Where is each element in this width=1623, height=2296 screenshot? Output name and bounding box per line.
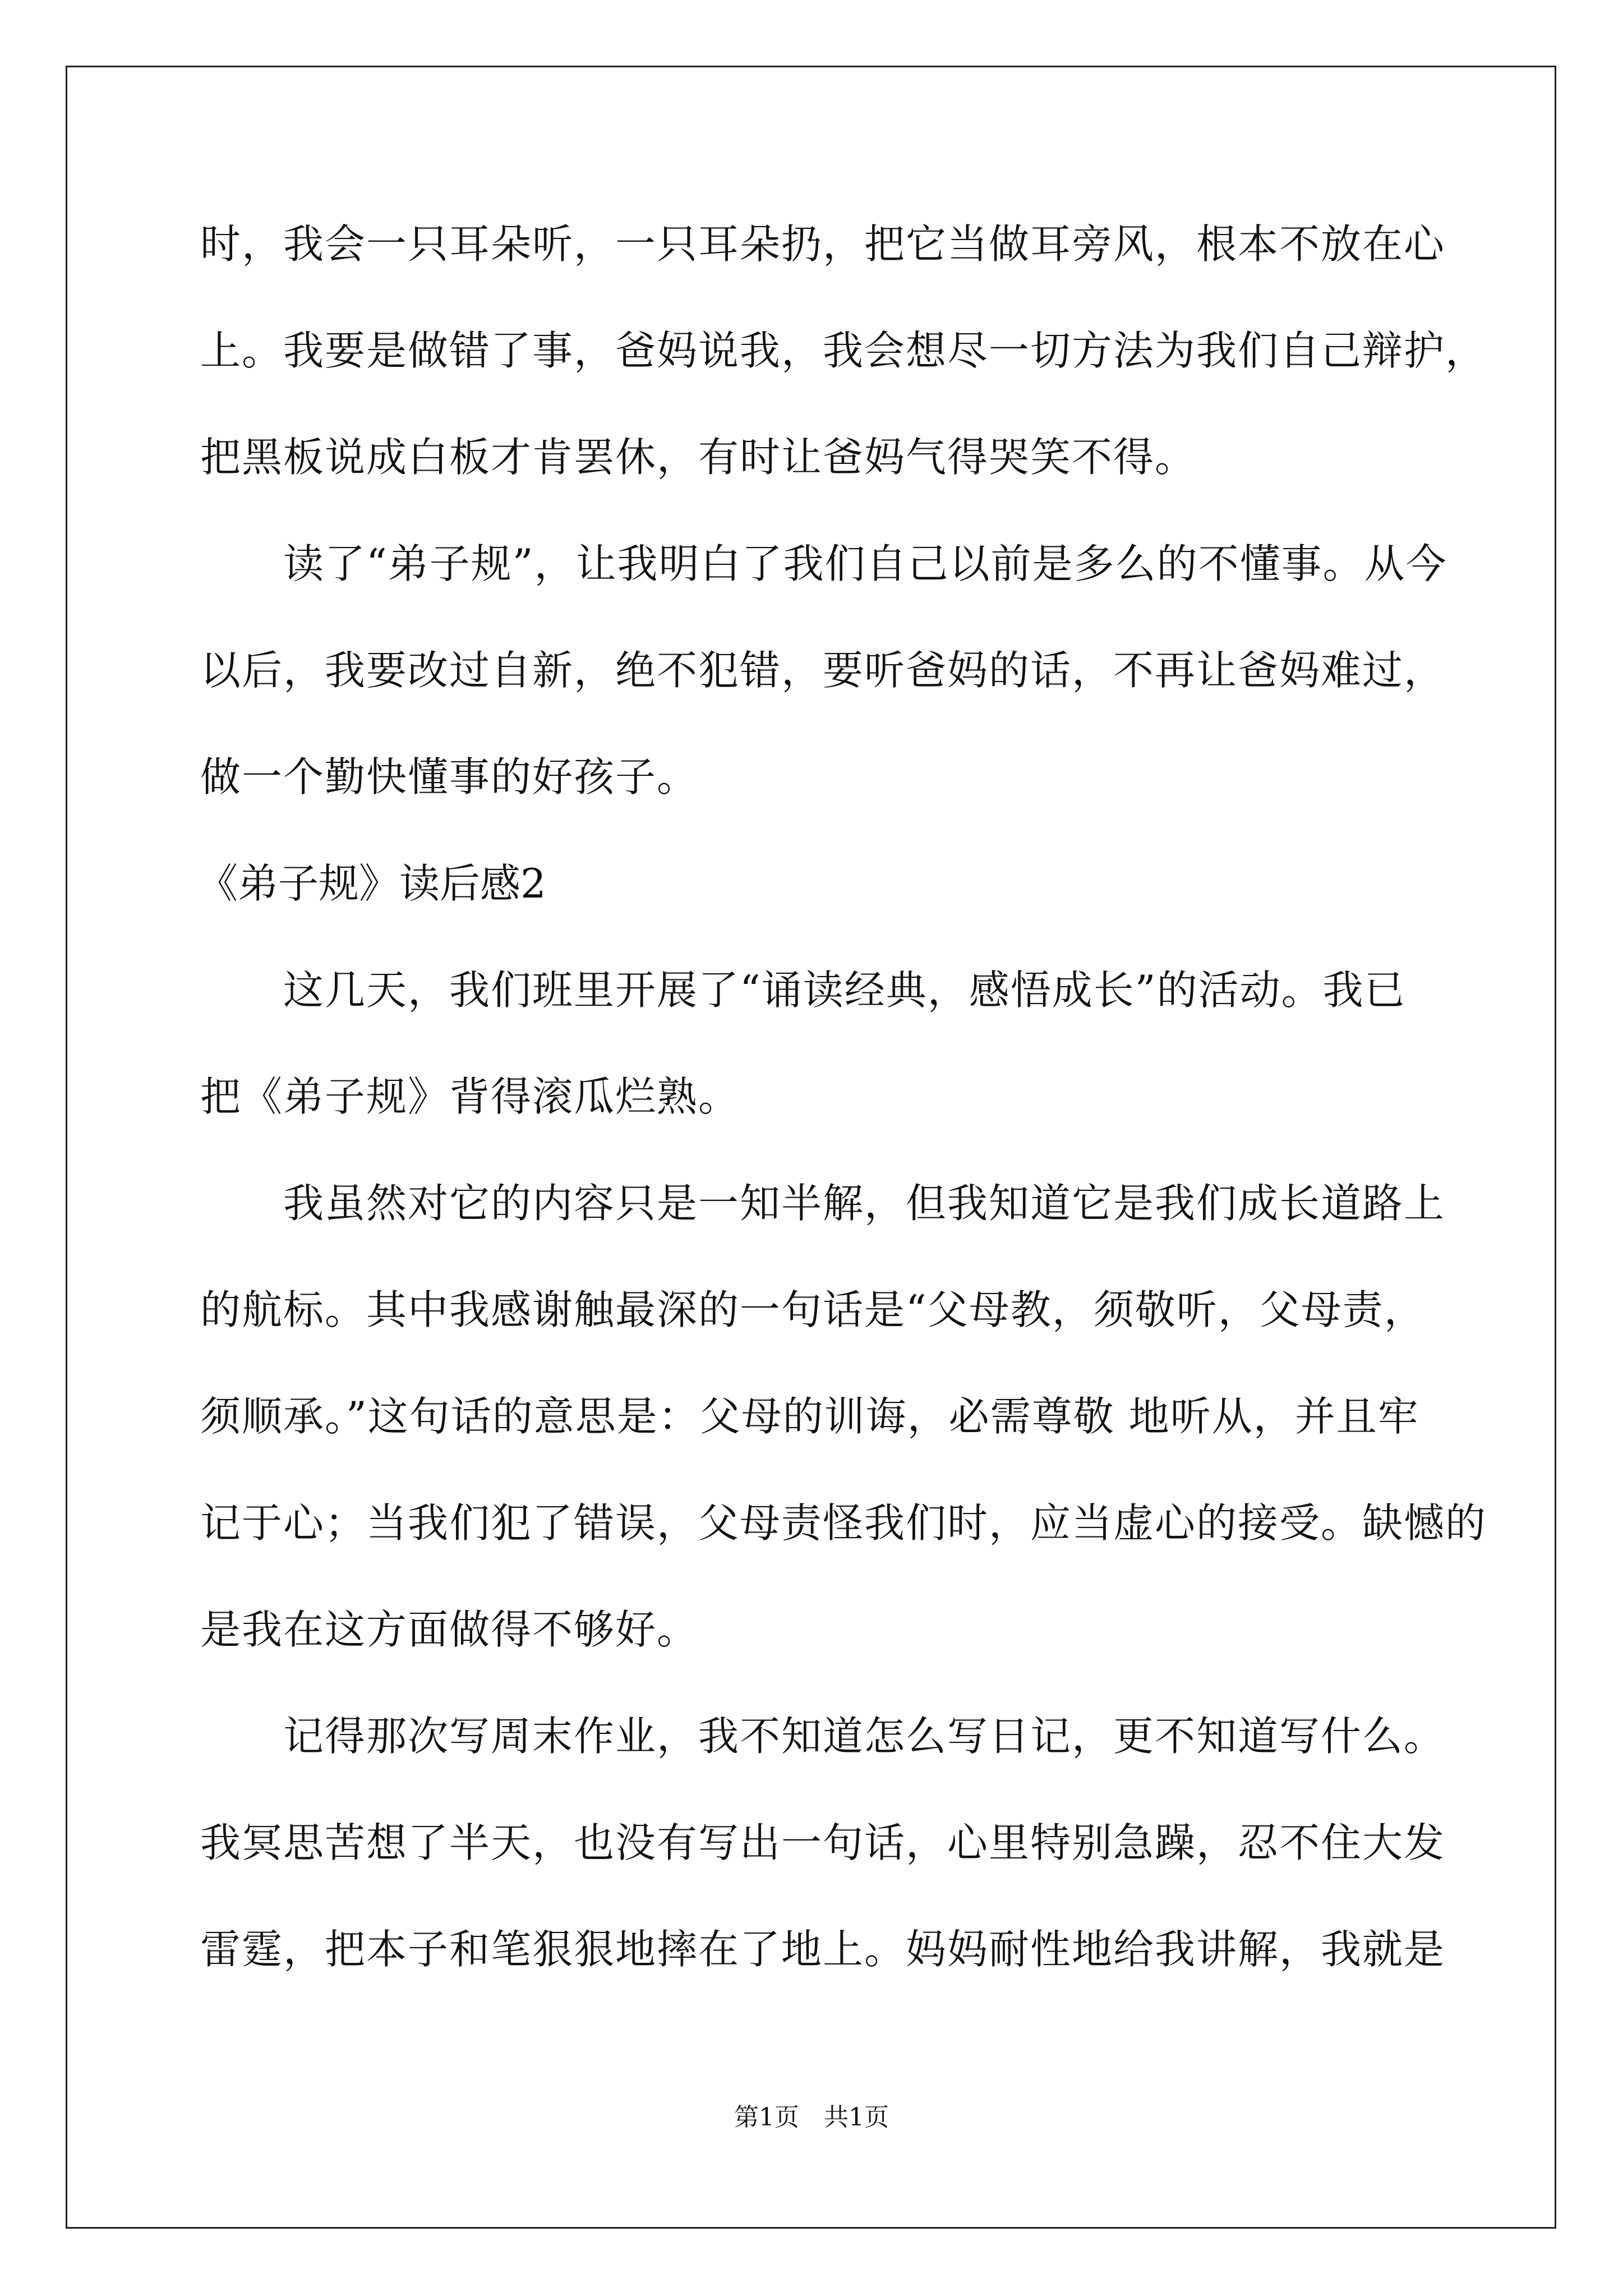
text-line-1: 时，我会一只耳朵听，一只耳朵扔，把它当做耳旁风，根本不放在心 [200, 220, 1446, 268]
text-line-15: 记得那次写周末作业，我不知道怎么写日记，更不知道写什么。 [200, 1713, 1446, 1760]
text-line-12: 须顺承。”这句话的意思是：父母的训诲，必需尊敬 地听从，并且牢 [200, 1393, 1419, 1440]
text-line-2: 上。我要是做错了事，爸妈说我，我会想尽一切方法为我们自己辩护， [200, 327, 1487, 374]
text-line-8: 这几天，我们班里开展了“诵读经典，感悟成长”的活动。我已 [200, 967, 1406, 1014]
text-line-9: 把《弟子规》背得滚瓜烂熟。 [200, 1073, 740, 1120]
text-line-3: 把黑板说成白板才肯罢休，有时让爸妈气得哭笑不得。 [200, 434, 1197, 481]
text-line-6: 做一个勤快懂事的好孩子。 [200, 753, 699, 800]
page-number-label: 第1页 共1页 [734, 2103, 889, 2132]
text-line-5: 以后，我要改过自新，绝不犯错，要听爸妈的话，不再让爸妈难过， [200, 647, 1446, 694]
text-line-16: 我冥思苦想了半天，也没有写出一句话，心里特别急躁，忍不住大发 [200, 1819, 1446, 1866]
text-line-14: 是我在这方面做得不够好。 [200, 1606, 699, 1653]
text-line-4: 读了“弟子规”，让我明白了我们自己以前是多么的不懂事。从今 [200, 540, 1447, 587]
page-border [66, 66, 1556, 2229]
text-line-10: 我虽然对它的内容只是一知半解，但我知道它是我们成长道路上 [200, 1180, 1446, 1227]
section-heading: 《弟子规》读后感2 [197, 860, 546, 907]
text-line-11: 的航标。其中我感谢触最深的一句话是“父母教，须敬听，父母责， [200, 1286, 1426, 1333]
text-line-17: 雷霆，把本子和笔狠狠地摔在了地上。妈妈耐性地给我讲解，我就是 [200, 1926, 1446, 1973]
text-line-13: 记于心；当我们犯了错误，父母责怪我们时，应当虚心的接受。缺憾的 [200, 1499, 1487, 1547]
page-footer [0, 2101, 1623, 2134]
